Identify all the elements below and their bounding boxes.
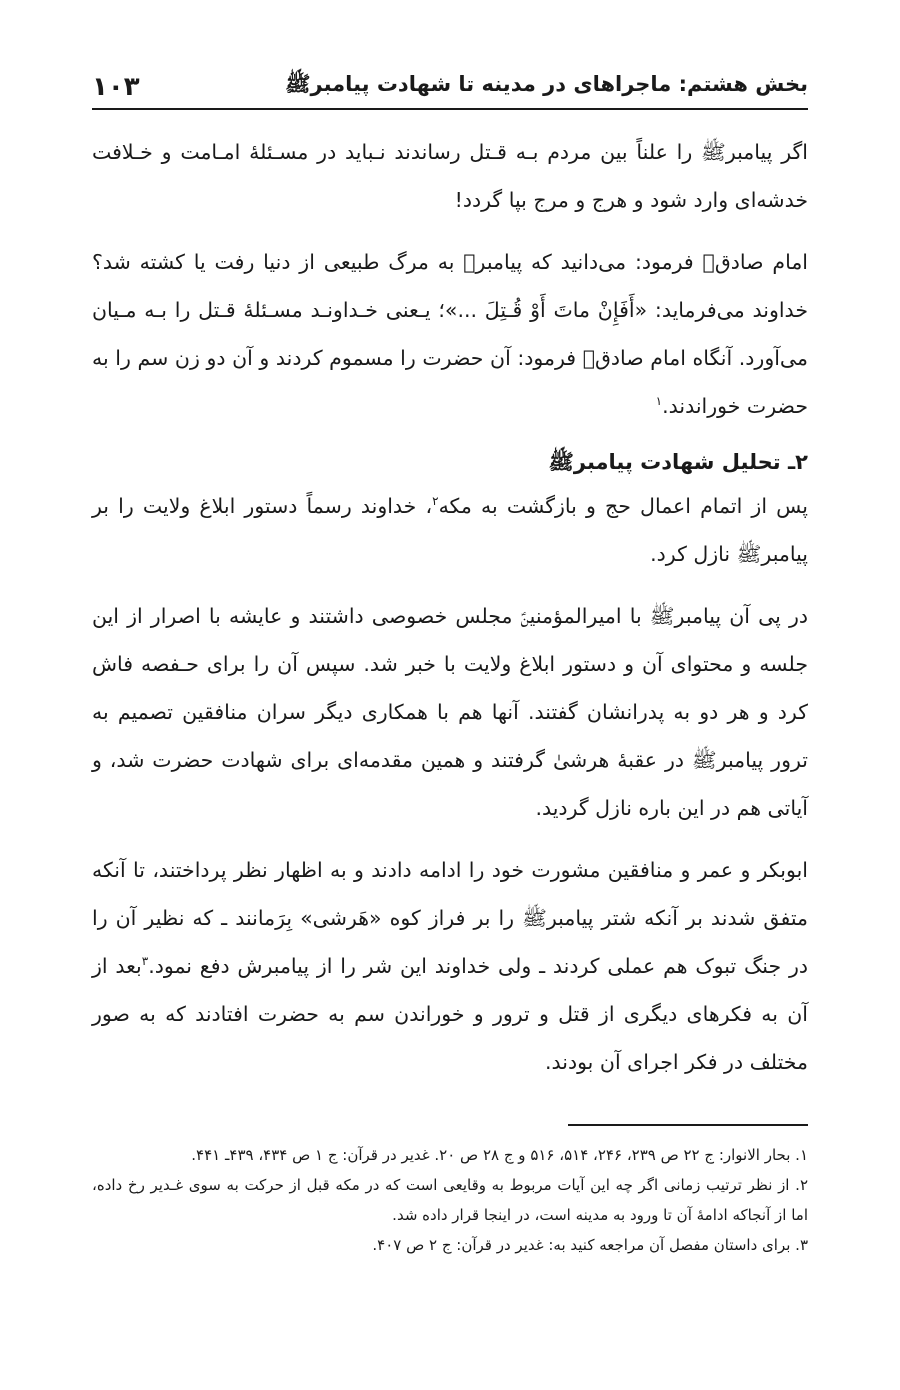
paragraph: در پی آن پیامبرﷺ با امیرالمؤمنینؑ مجلس خصوصی داشتند و عایشه با اصرار از این جلسه و محتوای آن و دستور ابلاغ ولایت با خبر شد. سپس آن را برای حـفصه فاش کرد و هر دو به پدرانشان گفتند. آنها هم با همکاری دیگر سران منافقین تصمیم به ترور پیامبرﷺ در عقبهٔ هرشیٰ گرفتند و همین مقدمه‌ای برای شهادت حضرت شد، و آیاتی هم در این باره نازل گردید. (92, 604, 808, 820)
footnotes (92, 1140, 808, 1260)
footnote-divider (568, 1124, 808, 1126)
footnote: ۱. بحار الانوار: ج ۲۲ ص ۲۳۹، ۲۴۶، ۵۱۴، ۵۱۶ و ج ۲۸ ص ۲۰. غدیر در قرآن: ج ۱ ص ۴۳۴، ۴۳۹ـ ۴۴۱. (191, 1146, 808, 1164)
footnote: ۲. از نظر ترتیب زمانی اگر چه این آیات مربوط به وقایعی است که در مکه قبل از حرکت به سوی غـدیر رخ داده، اما از آنجاکه ادامهٔ آن تا ورود به مدینه است، در اینجا قرار داده شد. (92, 1176, 808, 1224)
main-text (92, 128, 808, 1086)
section-heading: ۲ـ تحلیل شهادت پیامبرﷺ (548, 450, 808, 474)
paragraph: ابوبکر و عمر و منافقین مشورت خود را ادامه دادند و به اظهار نظر پرداختند، تا آنکه متفق شدند بر آنکه شتر پیامبرﷺ را بر فراز کوه «هَرشی» بِرَمانند ـ که نظیر آن را در جنگ تبوک هم عملی کردند ـ ولی خداوند این شر را از پیامبرش دفع نمود.$^۳$بعد از آن به فکرهای دیگری از قتل و ترور و خوراندن سم به حضرت افتادند که به صور مختلف در فکر اجرای آن بودند. (92, 858, 808, 1074)
paragraph: امام صادقؑ فرمود: می‌دانید که پیامبرﷺ به مرگ طبیعی از دنیا رفت یا کشته شد؟ خداوند می‌فرماید: «أَفَإِنْ ماتَ أَوْ قُـتِلَ ...»؛ یـعنی خـداونـد مسـئلهٔ قـتل را بـه مـیان می‌آورد. آنگاه امام صادقؑ فرمود: آن حضرت را مسموم کردند و آن دو زن سم را به حضرت خوراندند.$^۱$ (92, 250, 808, 418)
footnote: ۳. برای داستان مفصل آن مراجعه کنید به: غدیر در قرآن: ج ۲ ص ۴۰۷. (372, 1236, 808, 1254)
page-number: ۱۰۳ (92, 72, 140, 102)
paragraph: پس از اتمام اعمال حج و بازگشت به مکه$^۲$، خداوند رسماً دستور ابلاغ ولایت را بر پیامبرﷺ نازل کرد. (92, 494, 808, 566)
chapter-title: بخش هشتم: ماجراهای در مدینه تا شهادت پیامبرﷺ (285, 72, 808, 96)
footnote-ref: ۳ (141, 954, 149, 969)
footnote-ref: ۲ (432, 494, 439, 509)
footnote-ref: ۱ (655, 394, 663, 409)
running-header (92, 62, 808, 110)
paragraph: اگر پیامبرﷺ را علناً بین مردم بـه قـتل رساندند نـباید در مسـئلهٔ امـامت و خـلافت خدشه‌ای وارد شود و هرج و مرج بپا گردد! (92, 140, 808, 212)
book-page (92, 62, 808, 1362)
